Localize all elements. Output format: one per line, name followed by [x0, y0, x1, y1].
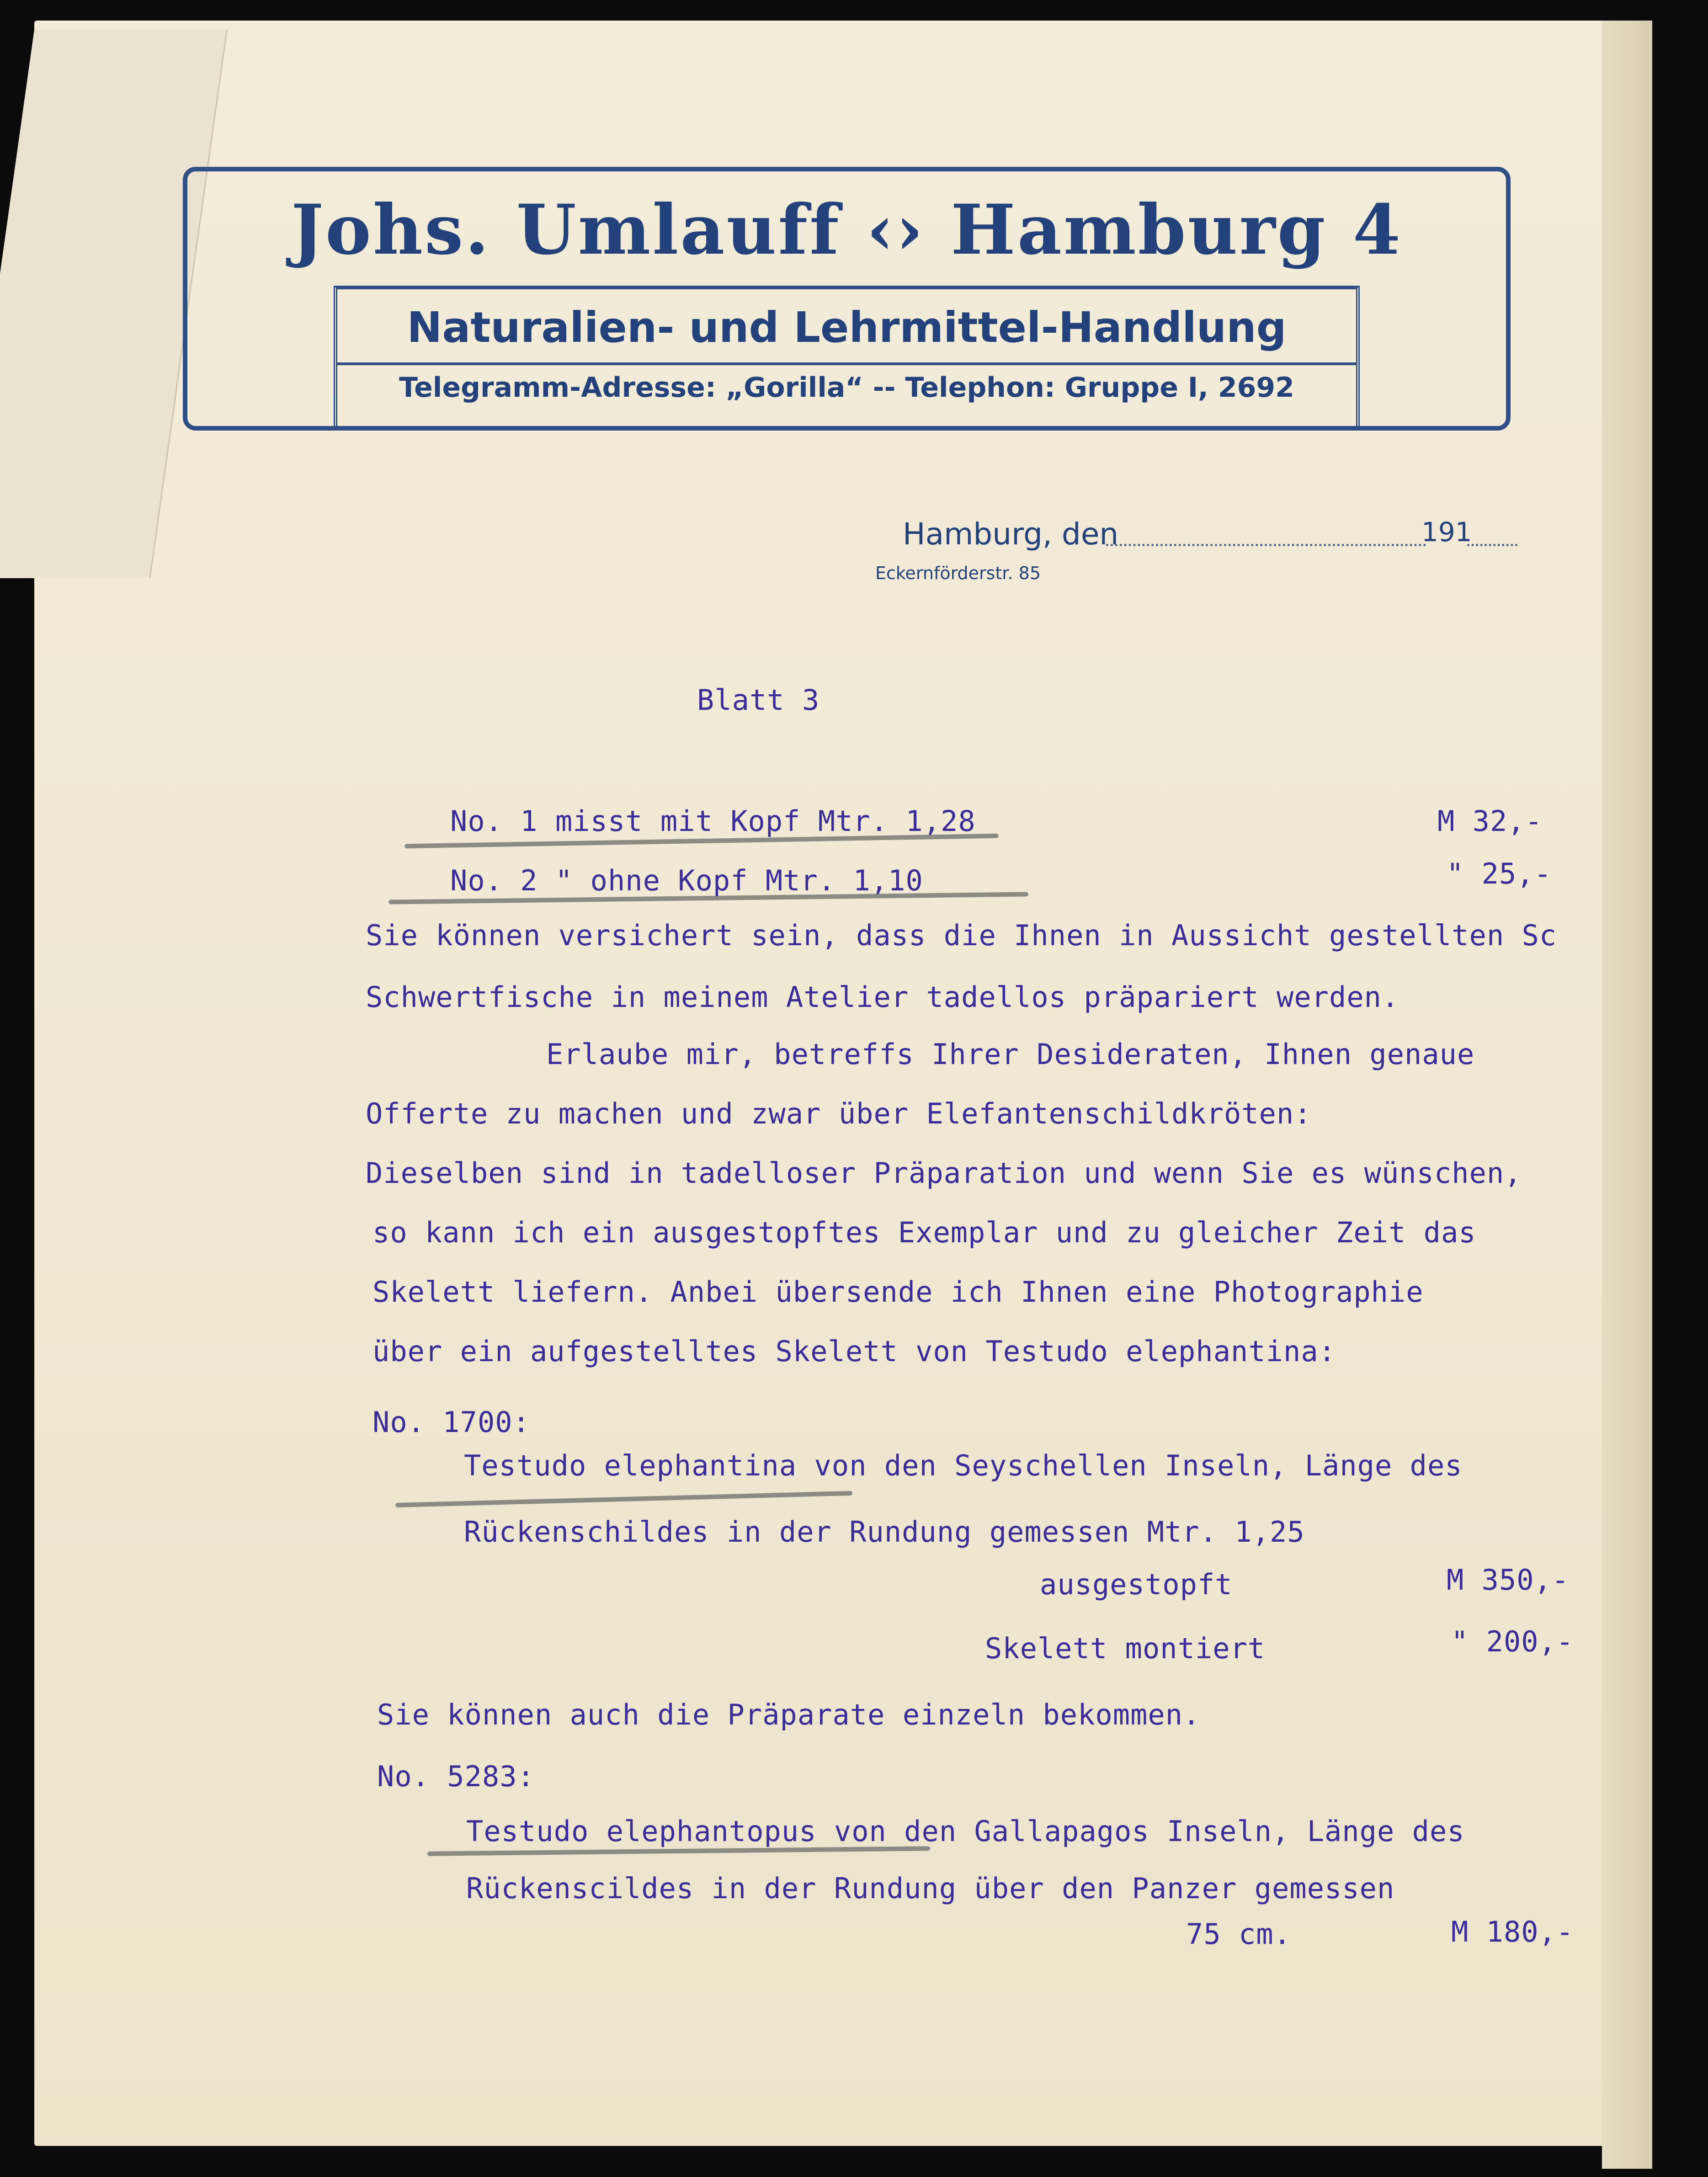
- paragraph-3: Sie können auch die Präparate einzeln bekommen.: [377, 1698, 1201, 1731]
- paragraph-2-line-2: Offerte zu machen und zwar über Elefantenschildkröten:: [366, 1097, 1312, 1130]
- testudo-1-option-skeleton: Skelett montiert: [985, 1632, 1266, 1665]
- dateline-date-line: [1106, 544, 1426, 546]
- paragraph-1-line-2: Schwertfische in meinem Atelier tadellos präpariert werden.: [366, 980, 1399, 1014]
- paragraph-2-line-4: so kann ich ein ausgestopftes Exemplar und zu gleicher Zeit das: [372, 1216, 1476, 1249]
- testudo-2-price: M 180,-: [1451, 1915, 1574, 1948]
- letterhead-inner-frame: [334, 286, 1360, 431]
- catalog-number-1700: No. 1700:: [372, 1405, 530, 1439]
- item-1-price: M 32,-: [1437, 804, 1543, 838]
- item-2-price: " 25,-: [1447, 857, 1552, 890]
- letterhead-title: Johs. Umlauff ‹› Hamburg 4: [291, 190, 1403, 270]
- dateline-place: Hamburg, den: [903, 516, 1119, 552]
- dateline-year: 191: [1421, 516, 1472, 548]
- paragraph-2-line-5: Skelett liefern. Anbei übersende ich Ihnen eine Photographie: [372, 1275, 1424, 1309]
- testudo-1-option-stuffed: ausgestopft: [1040, 1568, 1233, 1601]
- testudo-1-line-1: Testudo elephantina von den Seyschellen Inseln, Länge des: [464, 1449, 1463, 1482]
- catalog-number-5283: No. 5283:: [377, 1760, 535, 1793]
- testudo-1-option-skeleton-price: " 200,-: [1451, 1625, 1574, 1658]
- dateline-year-line: [1467, 544, 1517, 546]
- paragraph-2-line-3: Dieselben sind in tadelloser Präparation und wenn Sie es wünschen,: [366, 1156, 1522, 1190]
- page-edge: [1602, 21, 1652, 2169]
- letterhead-divider: [337, 362, 1356, 365]
- item-2: No. 2 " ohne Kopf Mtr. 1,10: [450, 864, 923, 897]
- testudo-1-option-stuffed-price: M 350,-: [1447, 1563, 1570, 1597]
- paragraph-1-line-1: Sie können versichert sein, dass die Ihnen in Aussicht gestellten Sc: [366, 919, 1557, 952]
- testudo-2-line-2: Rückenscildes in der Rundung über den Panzer gemessen: [466, 1872, 1395, 1905]
- sheet-label: Blatt 3: [697, 683, 820, 717]
- letterhead-subtitle: Naturalien- und Lehrmittel-Handlung: [407, 303, 1287, 352]
- dateline-street: Eckernförderstr. 85: [875, 563, 1041, 583]
- testudo-2-size: 75 cm.: [1186, 1917, 1291, 1951]
- letterhead-contact: Telegramm-Adresse: „Gorilla“ -- Telephon: Gruppe I, 2692: [399, 372, 1294, 404]
- testudo-2-line-1: Testudo elephantopus von den Gallapagos Inseln, Länge des: [466, 1815, 1465, 1848]
- letterhead: [183, 167, 1511, 431]
- item-1: No. 1 misst mit Kopf Mtr. 1,28: [450, 804, 976, 838]
- testudo-1-line-2: Rückenschildes in der Rundung gemessen Mtr. 1,25: [464, 1515, 1305, 1549]
- paragraph-2-line-1: Erlaube mir, betreffs Ihrer Desideraten, Ihnen genaue: [546, 1038, 1475, 1071]
- paragraph-2-line-6: über ein aufgestelltes Skelett von Testudo elephantina:: [372, 1335, 1336, 1368]
